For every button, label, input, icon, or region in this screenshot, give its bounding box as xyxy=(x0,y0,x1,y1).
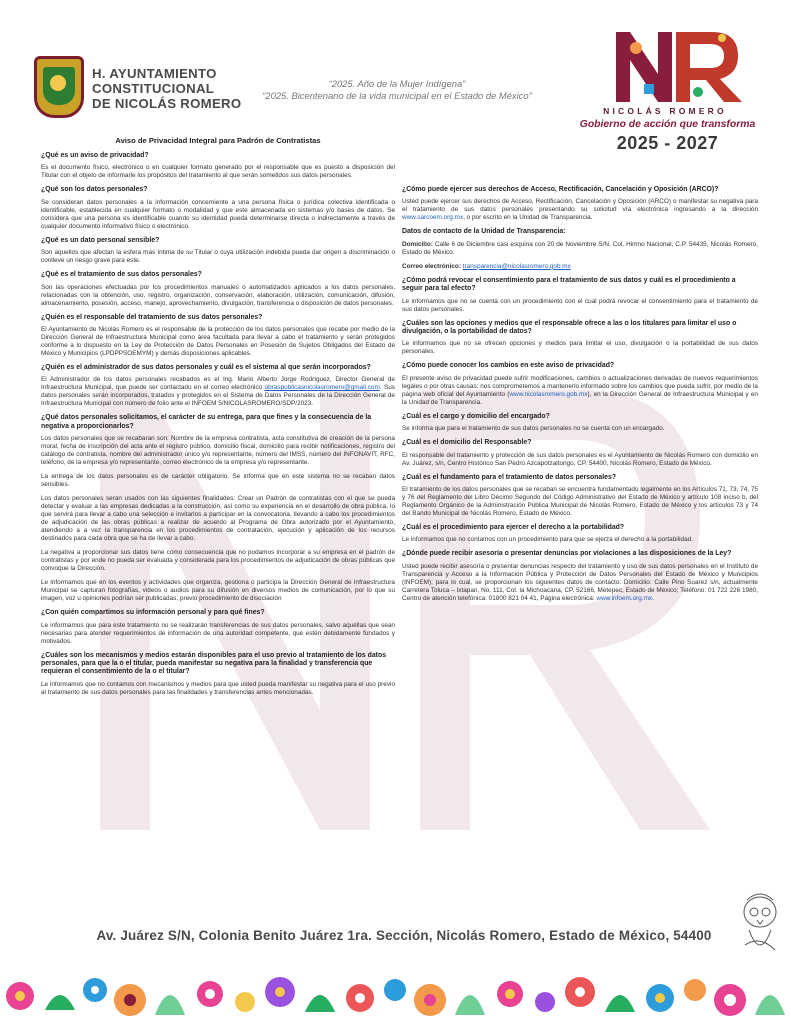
slogans xyxy=(232,78,562,102)
section-heading: ¿Cuál es el cargo y domicilio del encargado? xyxy=(402,412,550,420)
section-paragraph xyxy=(402,198,758,222)
section-paragraph: Se consideran datos personales a la información concerniente a una persona física o jurídica colectiva identificada o identificable, establecida en cualquier formato o modalidad y que este almacenada en sistemas y/o bases de datos. Se considera que una persona es identificable cuando su identidad pueda determinarse directa o indirectamente a través de cualquier documento informativo físico o electrónico. xyxy=(41,198,395,230)
section-heading: ¿Qué datos personales solicitamos, el carácter de su entrega, para que fines y la consecuencia de la negativa a proporcionarlos? xyxy=(41,414,372,430)
footer-address: Av. Juárez S/N, Colonia Benito Juárez 1ra. Sección, Nicolás Romero, Estado de México, 54400 xyxy=(96,928,712,943)
section-heading: ¿Dónde puede recibir asesoría o presentar denuncias por violaciones a las disposiciones de la Ley? xyxy=(402,550,732,558)
section-heading: ¿Con quién compartimos su información personal y para qué fines? xyxy=(41,609,265,617)
brand-years: 2025 - 2027 xyxy=(616,133,719,153)
section-paragraph xyxy=(402,241,758,257)
section-heading: ¿Cómo podrá revocar el consentimiento para el tratamiento de sus datos y cuál es el procedimiento a seguir para tal efecto? xyxy=(402,276,736,293)
section-paragraph: La negativa a proporcionar sus datos tiene como consecuencia que no podamos incorporar a su empresa en el padrón de contratistas y por ende no pueda ser evaluada y considerada para los procedimientos de adjudicación de obras públicas que convoque la Dirección. xyxy=(41,549,395,573)
admin-text-a: El Administrador de los datos personales recabados es el Ing. Mario Alberto Jorge Rodríguez, Director General de Infraestructura Municipal, que puede ser contactado en el correo electrónico xyxy=(41,376,395,392)
section-paragraph xyxy=(402,263,758,271)
section-heading: ¿Qué es un dato personal sensible? xyxy=(41,236,160,244)
section-heading: ¿Cuál es el domicilio del Responsable? xyxy=(402,439,532,447)
page-header xyxy=(0,0,791,153)
domicilio-text: Calle 6 de Diciembre casi esquina con 20 de Noviembre S/N, Col. Himno Nacional, C.P. 54435, Nicolás Romero, Estado de México. xyxy=(402,240,758,256)
section-heading: ¿Cuáles son los mecanismos y medios estarán disponibles para el uso previo al tratamiento de los datos personales, para que la o el titular, pueda manifestar su negativa para la finalidad y transferencia que requieran el consentimiento de la o el titular? xyxy=(41,651,387,676)
section-paragraph: Le informamos que no contamos con un procedimiento para que se ejerza el derecho a la portabilidad. xyxy=(402,536,693,544)
transparencia-email-link[interactable]: transparencia@nicolasromero.gob.mx xyxy=(462,262,571,270)
section-heading: ¿Cuál es el fundamento para el tratamiento de datos personales? xyxy=(402,473,617,481)
document-title: Aviso de Privacidad Integral para Padrón de Contratistas xyxy=(115,136,321,145)
complaint-text-b: . xyxy=(652,594,654,602)
arco-text-a: Usted puede ejercer sus derechos de Acceso, Rectificación, Cancelación y Oposición (ARCO) o manifestar su negativa para el tratamiento de sus datos personales presentando su solicitud vía electrónica ingresando a la dirección xyxy=(402,198,758,214)
slogan-2: “2025. Bicentenario de la vida municipal en el Estado de México” xyxy=(262,90,532,101)
changes-text-a: El presente aviso de privacidad puede sufrir modificaciones, cambios o actualizaciones derivadas de nuevos requerimientos legales o por otras causas; nos comprometemos a mantenerlo informado sobre los cambios que pueda sufrir, por medio de la página web oficial del Ayuntamiento ( xyxy=(402,374,758,398)
section-paragraph xyxy=(402,563,758,603)
section-paragraph: Le informamos que no se cuenta con un procedimiento con el cual podrá revocar el consentimiento para el tratamiento de sus datos personales. xyxy=(402,297,758,313)
section-paragraph: Son las operaciones efectuadas por los procedimientos manuales o automatizados aplicados a los datos personales, relacionadas con la obtención, uso, registro, organización, conservación, elaboración, utilización, comunicación, difusión, almacenamiento, posesión, acceso, manejo, aprovechamiento, divulgación, transferencia o disposición de datos personales. xyxy=(41,283,395,307)
infoem-link[interactable]: www.infoem.org.mx xyxy=(596,594,653,602)
section-paragraph: El Ayuntamiento de Nicolás Romero es el responsable de la protección de los datos personales que recabe por medio de la Dirección General de Infraestructura Municipal como área facultada para llevar a cabo el tratamiento y serán protegidos conforme a lo dispuesto en la Ley de Protección de Datos Personales en Posesión de Sujetos Obligados del Estado de México y Municipios (LPDPPSOEMYM) y demás disposiciones aplicables. xyxy=(41,326,395,358)
ayto-line-3: DE NICOLÁS ROMERO xyxy=(92,96,242,111)
section-paragraph: El tratamiento de los datos personales que se recaban se encuentra fundamentado legalmente en los Artículos 71, 73, 74, 75 y 76 del Reglamento del Libro Décimo Segundo del Código Administrativo del Estado de México y artículo 108 inciso b, del Reglamento Orgánico de la Administración Pública Municipal de Nicolás Romero, Estado de México y los artículos 73 y 74 del Bando Municipal de Nicolás Romero, Estado de México. xyxy=(402,486,758,518)
ayuntamiento-name xyxy=(92,66,241,111)
admin-text-b: . Sus datos personales serán incorporados, tratados y protegidos en el Sistema de Datos Personales de la Dirección General de Infraestructura Municipal con número de folio ante el INFOEM 5/NICOLASROMERO/SDP/2023. xyxy=(41,384,395,408)
ayto-line-1: H. AYUNTAMIENTO xyxy=(92,66,217,81)
section-paragraph xyxy=(41,376,395,408)
section-heading: ¿Qué es un aviso de privacidad? xyxy=(41,152,149,159)
section-heading: ¿Qué es el tratamiento de sus datos personales? xyxy=(41,271,202,279)
section-paragraph: El responsable del tratamiento y protección de sus datos personales es el Ayuntamiento de Nicolás Romero con domicilio en Av. Juárez, s/n, Centro Histórico San Pedro Azcapotzaltongo, CP. 54400, Nicolás Romero, Estado de México. xyxy=(402,451,758,467)
ayuntamiento-web-link[interactable]: www.nicolasromero.gob.mx xyxy=(509,390,588,398)
catrina-skull-icon xyxy=(735,890,785,960)
section-paragraph: Le informamos que no contamos con mecanismos y medios para que usted pueda manifestar su negativa para el uso previo al tratamiento de sus datos personales para las finalidades y transferencias antes mencionadas. xyxy=(41,680,395,696)
section-heading: ¿Cuál es el procedimiento para ejercer el derecho a la portabilidad? xyxy=(402,524,625,532)
section-paragraph: Es el documento físico, electrónico o en cualquier formato generado por el responsable que es puesto a disposición del Titular con el objeto de informarle los propósitos del tratamiento al que serán sometidos sus datos personales. xyxy=(41,164,395,180)
section-paragraph: Se informa que para el tratamiento de sus datos personales no se cuenta con un encargado. xyxy=(402,425,665,433)
domicilio-label: Domicilio: xyxy=(402,240,433,248)
changes-text-b: ), en la Dirección General de Infraestructura Municipal y en la Unidad de Transparencia. xyxy=(402,390,758,406)
section-heading: ¿Cuáles son las opciones y medios que el responsable ofrece a las o los titulares para limitar el uso o divulgación, o la portabilidad de datos? xyxy=(402,319,737,336)
section-paragraph: Le informamos que en los eventos y actividades que organiza, gestiona o participa la Dirección General de Infraestructura Municipal se capturan fotografías, videos o audios para su difusión en diversos medios de comunicación, por lo que su imagen, voz u opiniones podrían ser publicadas, previo procedimiento de disociación xyxy=(41,579,395,603)
arco-text-b: , o por escrito en la Unidad de Transparencia. xyxy=(463,214,593,222)
admin-email-link[interactable]: obraspublicasnicolasromero@gmail.com xyxy=(264,384,380,392)
sarcoem-link[interactable]: www.sarcoem.org.mx xyxy=(402,214,464,222)
brand-name: NICOLÁS ROMERO xyxy=(603,106,727,116)
ayto-line-2: CONSTITUCIONAL xyxy=(92,81,215,96)
section-heading: ¿Cómo puede conocer los cambios en este aviso de privacidad? xyxy=(402,362,615,370)
section-paragraph: Le informamos que para este tratamiento no se realizarán transferencias de sus datos personales, salvo aquéllas que sean necesarias para atender requerimientos de información de una autoridad competente, que estén debidamente fundados y motivados. xyxy=(41,621,395,645)
municipal-crest-icon xyxy=(34,56,84,118)
section-paragraph: Los datos personales seran usados con las siguientes finalidades: Crear un Padrón de contratistas con el que se pueda detectar y evaluar a las empresas dedicadas a la construcción, así como su experiencia en el desarrollo de obra pública, lo que servirá para llevar a cabo una selección e invitarlos a participar en la convocatoria, llevando a cabo los procedimientos de adjudicación de las obras públicas a realizar de acuerdo al Programa de Obra autorizado por el Ayuntamiento, atendiendo a a vez la transparencia en los procedimientos de contratación, ejecución y aplicación de los recursos destinados para cada obra que se ha de llevar a cabo. xyxy=(41,495,395,543)
section-heading: ¿Cómo puede ejercer sus derechos de Acceso, Rectificación, Cancelación y Oposición (ARCO)? xyxy=(402,186,719,193)
section-paragraph: Le informamos que no se ofrecen opciones y medios para limitar el uso, divulgación o la portabilidad de sus datos personales. xyxy=(402,340,758,356)
correo-label: Correo electrónico: xyxy=(402,262,461,270)
section-heading: Datos de contacto de la Unidad de Transparencia: xyxy=(402,228,566,236)
right-column xyxy=(402,186,758,609)
brand-tagline: Gobierno de acción que transforma xyxy=(579,119,756,130)
section-heading: ¿Quién es el responsable del tratamiento de sus datos personales? xyxy=(41,313,263,321)
section-paragraph: Los datos personales que se recabaran son: Nombre de la empresa contratista, acta constitutiva de creación de la persona moral, fecha de inscripción del acta ante el registro público, domicilio fiscal, domicilio para recibir notificaciones, registro del catálogo de contratista, nombre del administrador único y/o representante, número del IMSS, número del INFONAVIT, RFC, teléfono, de la empresa y/o representante, correo electrónico de la empresa y/o representante. xyxy=(41,435,395,467)
slogan-1: “2025. Año de la Mujer Indígena” xyxy=(328,78,466,89)
flower-border-decoration xyxy=(0,960,791,1024)
section-paragraph xyxy=(402,375,758,407)
section-heading: ¿Quién es el administrador de sus datos personales y cuál es el sistema al que serán incorporados? xyxy=(41,364,371,372)
left-column xyxy=(41,137,395,703)
section-heading: ¿Qué son los datos personales? xyxy=(41,186,148,194)
section-paragraph: Son aquellos que afectan la esfera más íntima de su Titular o cuya utilización indebida pueda dar origen a discriminación o conlleve un riesgo grave para este. xyxy=(41,249,395,265)
section-paragraph: La entrega de los datos personales es de carácter obligatorio. Se informa que en este sistema no se recaban datos sensibles. xyxy=(41,473,395,489)
complaint-text-a: Usted puede recibir asesoría o presentar denuncias respecto del tratamiento y uso de sus datos personales en el Instituto de Transparencia y Acceso a la Información Pública y Protección de Datos Personales del Estado de México y Municipios (INFOEM); para lo cual, se proporcionan los siguientes datos de contacto: Domicilio: Calle Pino Suarez s/n, actualmente Carretera Toluca – Ixtapan, No. 111, Col. la Michoacana, CP. 52166, Metepec, Estado de México; Teléfono: 01 722 226 1980, Centro de atención telefónica: 01800 821 04 41, Página electrónica: xyxy=(402,562,758,602)
